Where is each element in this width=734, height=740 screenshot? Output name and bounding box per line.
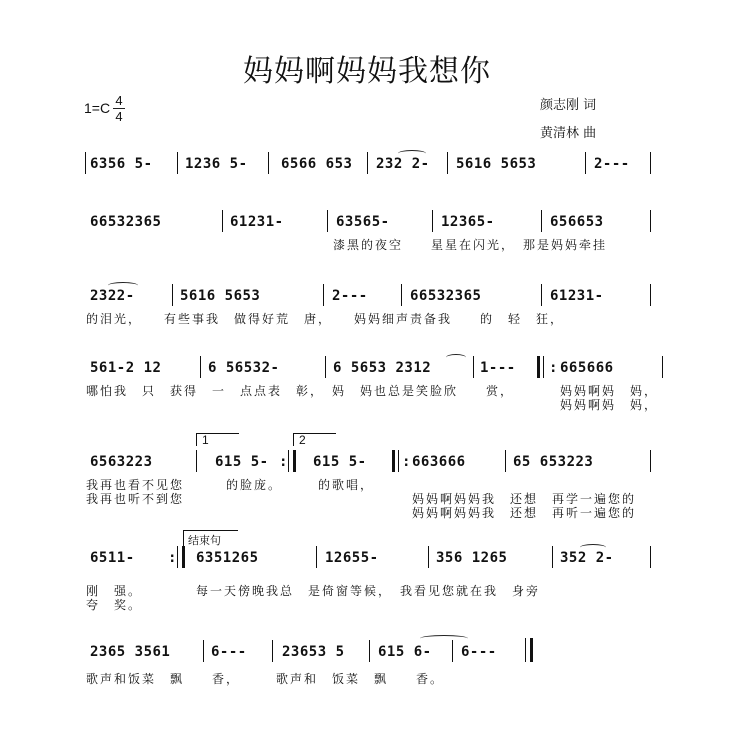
repeat-dots: : <box>279 454 288 470</box>
lyric-line: 的泪光， 有些事我 做得好荒 唐， 妈妈细声责备我 的 轻 狂， <box>86 312 565 326</box>
volta-2: 2 <box>293 433 336 446</box>
measure: 1236 5- <box>185 156 248 172</box>
measure: 6356 5- <box>90 156 153 172</box>
composer-credit: 黄清林 曲 <box>540 126 597 141</box>
measure: 665666 <box>560 360 614 376</box>
repeat-dots: : <box>168 550 177 566</box>
measure: 66532365 <box>90 214 162 230</box>
measure: 2322- <box>90 288 135 304</box>
measure: 2--- <box>332 288 368 304</box>
lyric-line-alt: 夸 奖。 <box>86 598 143 612</box>
repeat-dots: : <box>402 454 411 470</box>
lyric-line: 妈妈啊妈 妈， <box>560 384 659 398</box>
measure: 6--- <box>211 644 247 660</box>
measure: 2--- <box>594 156 630 172</box>
measure: 61231- <box>550 288 604 304</box>
measure: 65 653223 <box>513 454 594 470</box>
lyric-line: 我再也看不见您 的脸庞。 的歌唱， <box>86 478 375 492</box>
lyric-line-verse1: 妈妈啊妈妈我 还想 再学一遍您的 <box>412 492 637 506</box>
measure: 615 6- <box>378 644 432 660</box>
repeat-dots: : <box>549 360 558 376</box>
lyric-line-verse: 每一天傍晚我总 是倚窗等候， 我看见您就在我 身旁 <box>196 584 541 598</box>
measure: 615 5- <box>215 454 269 470</box>
measure: 656653 <box>550 214 604 230</box>
measure: 352 2- <box>560 550 614 566</box>
measure: 561-2 12 <box>90 360 162 376</box>
measure: 12365- <box>441 214 495 230</box>
measure: 61231- <box>230 214 284 230</box>
ending-label: 结束句 <box>183 530 238 546</box>
measure: 6--- <box>461 644 497 660</box>
measure: 2365 3561 <box>90 644 171 660</box>
measure: 6351265 <box>196 550 259 566</box>
lyric-line: 哪怕我 只 获得 一 点点表 彰， 妈 妈也总是笑脸欣 赏， <box>86 384 515 398</box>
measure: 12655- <box>325 550 379 566</box>
measure: 356 1265 <box>436 550 508 566</box>
measure: 6563223 <box>90 454 153 470</box>
volta-1: 1 <box>196 433 239 446</box>
lyric-line: 歌声和饭菜 飘 香， 歌声和 饭菜 飘 香。 <box>86 672 445 686</box>
measure: 23653 5 <box>282 644 345 660</box>
time-sig-top: 4 <box>115 93 123 108</box>
lyricist-credit: 颜志刚 词 <box>540 98 597 113</box>
measure: 1--- <box>480 360 516 376</box>
measure: 63565- <box>336 214 390 230</box>
measure: 6511- <box>90 550 135 566</box>
measure: 66532365 <box>410 288 482 304</box>
measure: 5616 5653 <box>456 156 537 172</box>
lyric-line-alt: 我再也听不到您 <box>86 492 185 506</box>
time-signature <box>113 93 125 124</box>
time-sig-bottom: 4 <box>113 108 125 124</box>
page-title: 妈妈啊妈妈我想你 <box>243 54 491 89</box>
lyric-line-verse2: 妈妈啊妈妈我 还想 再听一遍您的 <box>412 506 637 520</box>
measure: 615 5- <box>313 454 367 470</box>
measure: 6 56532- <box>208 360 280 376</box>
measure: 232 2- <box>376 156 430 172</box>
lyric-line-alt: 妈妈啊妈 妈， <box>560 398 659 412</box>
measure: 5616 5653 <box>180 288 261 304</box>
key-signature: 1=C <box>84 100 111 116</box>
measure: 6 5653 2312 <box>333 360 432 376</box>
measure: 663666 <box>412 454 466 470</box>
lyric-line: 漆黑的夜空 星星在闪光， 那是妈妈牵挂 <box>333 238 608 252</box>
lyric-line: 刚 强。 <box>86 584 143 598</box>
measure: 6566 653 <box>281 156 353 172</box>
